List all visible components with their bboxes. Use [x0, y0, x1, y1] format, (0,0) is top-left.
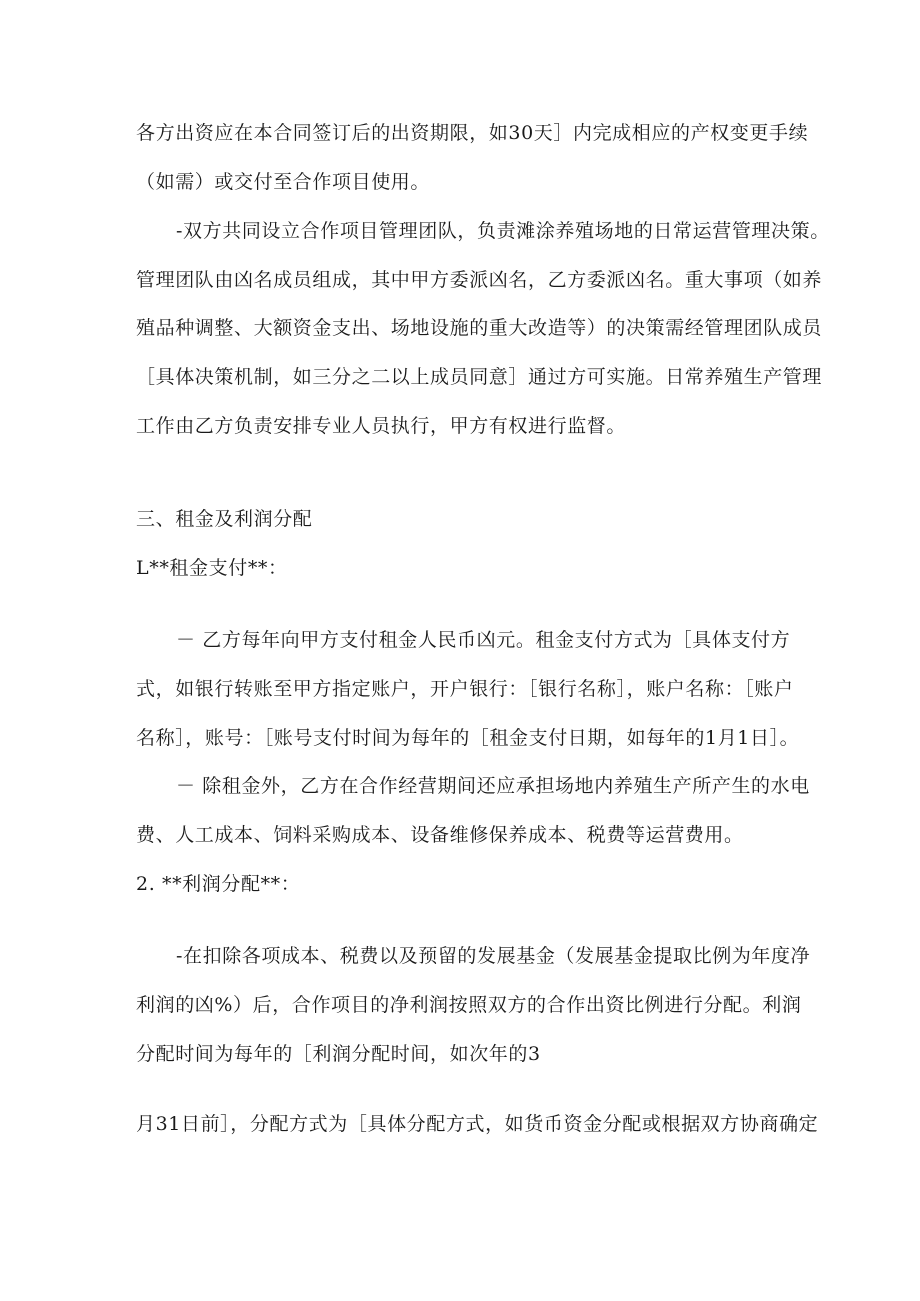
paragraph-line: 各方出资应在本合同签订后的出资期限，如30天］内完成相应的产权变更手续 — [136, 122, 809, 144]
paragraph-line: 分配时间为每年的［利润分配时间，如次年的3 — [136, 1043, 541, 1065]
paragraph-line: -双方共同设立合作项目管理团队，负责滩涂养殖场地的日常运营管理决策。 — [176, 220, 830, 242]
paragraph-line: （如需）或交付至合作项目使用。 — [136, 171, 431, 193]
paragraph-line: 殖品种调整、大额资金支出、场地设施的重大改造等）的决策需经管理团队成员 — [136, 317, 823, 339]
subsection-heading: L**租金支付**： — [136, 557, 288, 579]
paragraph-line: 工作由乙方负责安排专业人员执行，甲方有权进行监督。 — [136, 415, 627, 437]
paragraph-line: 费、人工成本、饲料采购成本、设备维修保养成本、税费等运营费用。 — [136, 824, 744, 846]
paragraph-line: 利润的凶%）后，合作项目的净利润按照双方的合作出资比例进行分配。利润 — [136, 994, 802, 1016]
subsection-heading: 2. **利润分配**： — [136, 873, 301, 895]
paragraph-line: 式，如银行转账至甲方指定账户，开户银行：［银行名称］，账户名称：［账户 — [136, 678, 794, 700]
paragraph-line: － 乙方每年向甲方支付租金人民币凶元。租金支付方式为［具体支付方 — [176, 629, 791, 651]
paragraph-line: 月31日前］，分配方式为［具体分配方式，如货币资金分配或根据双方协商确定 — [136, 1113, 819, 1135]
paragraph-line: － 除租金外，乙方在合作经营期间还应承担场地内养殖生产所产生的水电 — [176, 775, 810, 797]
paragraph-line: -在扣除各项成本、税费以及预留的发展基金（发展基金提取比例为年度净 — [176, 945, 811, 967]
paragraph-line: ［具体决策机制，如三分之二以上成员同意］通过方可实施。日常养殖生产管理 — [136, 366, 823, 388]
paragraph-line: 名称］，账号：［账号支付时间为每年的［租金支付日期，如每年的1月1日］。 — [136, 727, 800, 749]
paragraph-line: 管理团队由凶名成员组成，其中甲方委派凶名，乙方委派凶名。重大事项（如养 — [136, 269, 823, 291]
section-heading: 三、租金及利润分配 — [136, 508, 313, 530]
